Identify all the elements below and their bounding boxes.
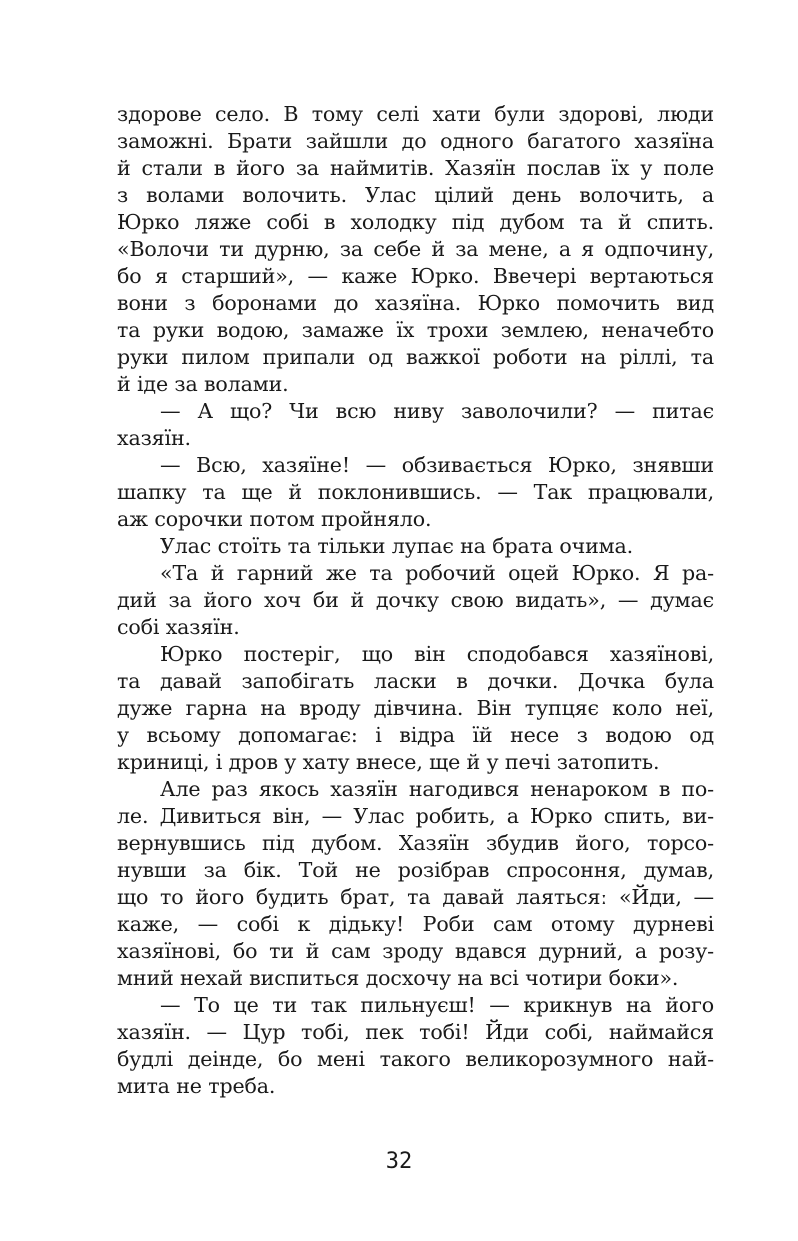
text-line: Юрко постеріг, що він сподобався хазяїнові, — [160, 642, 714, 666]
text-line: будлі деінде, бо мені такого великорозумного най- — [117, 1047, 714, 1071]
text-line: бо я старший», — каже Юрко. Ввечері вертаються — [117, 264, 714, 288]
text-line: нувши за бік. Той не розібрав спросоння, думав, — [117, 858, 714, 882]
text-line: каже, — собі к дідьку! Роби сам отому дурневі — [117, 912, 714, 936]
text-line: — А що? Чи всю ниву заволочили? — питає — [160, 399, 714, 423]
text-line: криниці, і дров у хату внесе, ще й у печі затопить. — [117, 750, 660, 774]
text-line: ле. Дивиться він, — Улас робить, а Юрко спить, ви- — [117, 804, 714, 828]
text-line: хазяїн. — Цур тобі, пек тобі! Йди собі, наймайся — [117, 1020, 714, 1044]
text-line: собі хазяїн. — [117, 615, 240, 639]
text-line: вони з боронами до хазяїна. Юрко помочить вид — [117, 291, 714, 315]
text-line: мний нехай виспиться досхочу на всі чотири боки». — [117, 966, 679, 990]
text-line: здорове село. В тому селі хати були здорові, люди — [117, 102, 714, 126]
text-line: й стали в його за наймитів. Хазяїн послав їх у поле — [117, 156, 714, 180]
text-line: дий за його хоч би й дочку свою видать», — думає — [117, 588, 714, 612]
text-line: дуже гарна на вроду дівчина. Він тупцяє коло неї, — [117, 696, 714, 720]
text-line: що то його будить брат, та давай лаятьсяː «Йди, — — [117, 885, 714, 909]
text-line: Юрко ляже собі в холодку під дубом та й спить. — [117, 210, 714, 234]
text-line: «Волочи ти дурню, за себе й за мене, а я одпочину, — [117, 237, 714, 261]
text-line: Але раз якось хазяїн нагодився ненароком в по- — [160, 777, 714, 801]
body-text — [117, 101, 714, 1100]
text-line: Улас стоїть та тільки лупає на брата очима. — [160, 534, 634, 558]
text-line: вернувшись під дубом. Хазяїн збудив його, торсо- — [117, 831, 714, 855]
text-line: шапку та ще й поклонившись. — Так працювали, — [117, 480, 714, 504]
text-line: хазяїн. — [117, 426, 191, 450]
text-line: та давай запобігать ласки в дочки. Дочка була — [117, 669, 714, 693]
text-line: руки пилом припали од важкої роботи на ріллі, та — [117, 345, 714, 369]
text-line: «Та й гарний же та робочий оцей Юрко. Я ра- — [160, 561, 714, 585]
text-line: мита не треба. — [117, 1074, 276, 1098]
text-line: й іде за волами. — [117, 372, 289, 396]
text-line: у всьому допомагає: і відра їй несе з водою од — [117, 723, 714, 747]
text-line: та руки водою, замаже їх трохи землею, неначебто — [117, 318, 714, 342]
text-line: заможні. Брати зайшли до одного багатого хазяїна — [117, 129, 714, 153]
text-line: — То це ти так пильнуєш! — крикнув на його — [160, 993, 714, 1017]
text-line: хазяїнові, бо ти й сам зроду вдався дурний, а розу- — [117, 939, 714, 963]
text-line: — Всю, хазяїне! — обзивається Юрко, знявши — [160, 453, 714, 477]
text-line: аж сорочки потом пройняло. — [117, 507, 432, 531]
text-line: з волами волочить. Улас цілий день волочить, а — [117, 183, 714, 207]
page-number: 32 — [385, 1149, 413, 1174]
